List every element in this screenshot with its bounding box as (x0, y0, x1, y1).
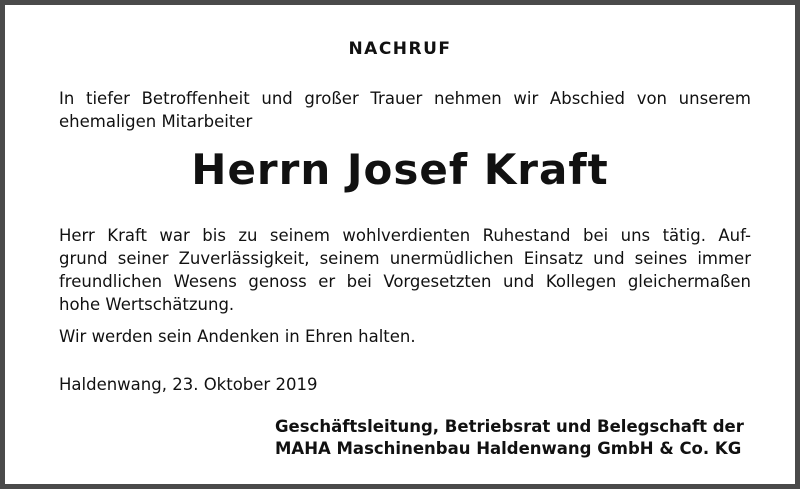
place-date: Haldenwang, 23. Oktober 2019 (59, 375, 318, 394)
body-line-1: Herr Kraft war bis zu seinem wohlverdienten Ruhestand bei uns tätig. Auf- (59, 226, 751, 245)
signature-line-1: Geschäftsleitung, Betriebsrat und Belegschaft der (275, 417, 744, 436)
signature-line-2: MAHA Maschinenbau Haldenwang GmbH & Co. KG (275, 439, 742, 458)
body-line-3: freundlichen Wesens genoss er bei Vorgesetzten und Kollegen gleichermaßen (59, 272, 751, 291)
intro-paragraph (59, 87, 751, 133)
intro-line-1: In tiefer Betroffenheit und großer Trauer nehmen wir Abschied von unserem (59, 89, 751, 108)
signature-block (275, 416, 744, 460)
body-paragraph (59, 224, 751, 316)
body-line-2: grund seiner Zuverlässigkeit, seinem unermüdlichen Einsatz und seines immer (59, 249, 751, 268)
intro-line-2: ehemaligen Mitarbeiter (59, 112, 253, 131)
body-line-4: hohe Wertschätzung. (59, 295, 235, 314)
remembrance-line: Wir werden sein Andenken in Ehren halten. (59, 327, 416, 346)
notice-heading: NACHRUF (348, 39, 452, 59)
deceased-name: Herrn Josef Kraft (191, 145, 609, 194)
